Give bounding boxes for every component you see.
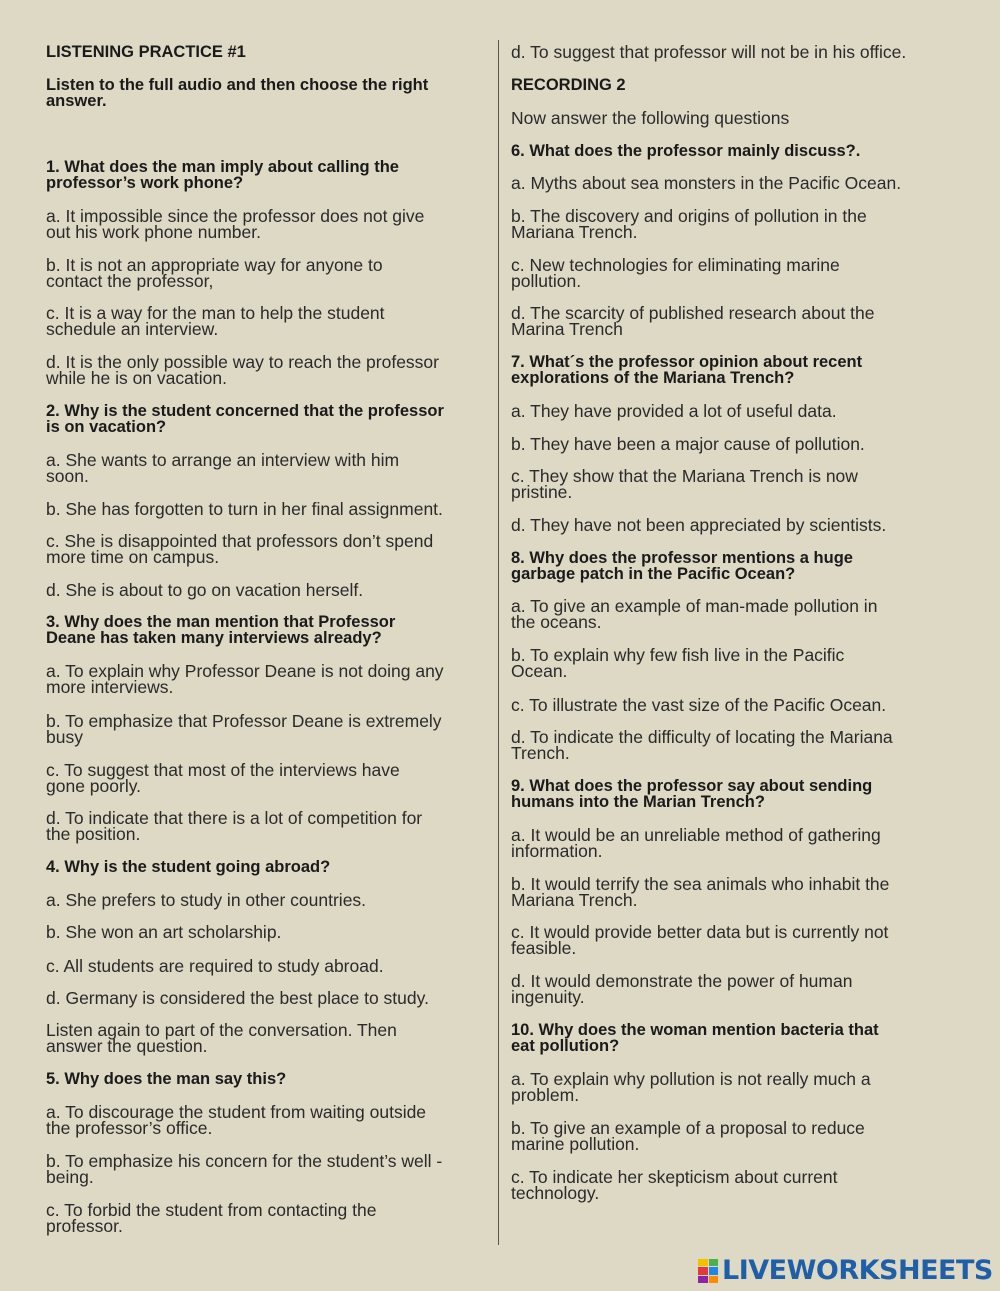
text-line: d. The scarcity of published research about the bbox=[511, 303, 875, 323]
text-line: a. She prefers to study in other countries. bbox=[46, 890, 367, 910]
text-line: a. It would be an unreliable method of gathering bbox=[511, 825, 881, 845]
text-line: busy bbox=[46, 727, 83, 747]
text-line: being. bbox=[46, 1167, 94, 1187]
text-line: d. It would demonstrate the power of human bbox=[511, 971, 853, 991]
question-line: 9. What does the professor say about sending bbox=[511, 777, 873, 795]
text-line: Now answer the following questions bbox=[511, 108, 790, 128]
text-line: schedule an interview. bbox=[46, 319, 219, 339]
text-line: c. New technologies for eliminating marine bbox=[511, 255, 840, 275]
text-line: d. She is about to go on vacation herself. bbox=[46, 580, 364, 600]
text-line: a. They have provided a lot of useful data. bbox=[511, 401, 837, 421]
text-line: the professor’s office. bbox=[46, 1118, 213, 1138]
question-line: humans into the Marian Trench? bbox=[511, 793, 765, 811]
question-line: 2. Why is the student concerned that the professor bbox=[46, 402, 444, 420]
question-line: 10. Why does the woman mention bacteria that bbox=[511, 1021, 879, 1039]
text-line: b. The discovery and origins of pollution in the bbox=[511, 206, 867, 226]
text-line: Mariana Trench. bbox=[511, 890, 638, 910]
question-line: RECORDING 2 bbox=[511, 76, 626, 94]
text-line: Ocean. bbox=[511, 661, 568, 681]
text-line: answer the question. bbox=[46, 1036, 208, 1056]
text-line: ingenuity. bbox=[511, 987, 585, 1007]
question-line: professor’s work phone? bbox=[46, 174, 244, 192]
question-line: garbage patch in the Pacific Ocean? bbox=[511, 565, 796, 583]
text-line: b. She has forgotten to turn in her final assignment. bbox=[46, 499, 443, 519]
question-line: explorations of the Mariana Trench? bbox=[511, 369, 795, 387]
text-line: a. It impossible since the professor does not give bbox=[46, 206, 425, 226]
text-line: b. It would terrify the sea animals who inhabit the bbox=[511, 874, 890, 894]
text-line: professor. bbox=[46, 1216, 123, 1236]
liveworksheets-logo-icon bbox=[698, 1259, 718, 1283]
text-line: problem. bbox=[511, 1085, 580, 1105]
text-line: information. bbox=[511, 841, 603, 861]
question-line: 1. What does the man imply about calling the bbox=[46, 158, 399, 176]
question-line: eat pollution? bbox=[511, 1037, 620, 1055]
text-line: the oceans. bbox=[511, 612, 602, 632]
text-line: Mariana Trench. bbox=[511, 222, 638, 242]
text-line: b. She won an art scholarship. bbox=[46, 922, 282, 942]
question-line: 5. Why does the man say this? bbox=[46, 1070, 287, 1088]
text-line: Listen again to part of the conversation. Then bbox=[46, 1020, 397, 1040]
text-line: a. To discourage the student from waiting outside bbox=[46, 1102, 427, 1122]
text-line: a. She wants to arrange an interview with him bbox=[46, 450, 400, 470]
text-line: soon. bbox=[46, 466, 89, 486]
text-line: the position. bbox=[46, 824, 141, 844]
question-line: Deane has taken many interviews already? bbox=[46, 629, 382, 647]
text-line: d. To suggest that professor will not be in his office. bbox=[511, 42, 907, 62]
text-line: a. Myths about sea monsters in the Pacific Ocean. bbox=[511, 173, 902, 193]
text-line: a. To give an example of man-made pollution in bbox=[511, 596, 878, 616]
text-line: more time on campus. bbox=[46, 547, 220, 567]
text-line: b. It is not an appropriate way for anyone to bbox=[46, 255, 383, 275]
text-line: c. They show that the Mariana Trench is now bbox=[511, 466, 858, 486]
text-line: out his work phone number. bbox=[46, 222, 261, 242]
text-line: c. It is a way for the man to help the student bbox=[46, 303, 385, 323]
text-line: d. To indicate that there is a lot of competition for bbox=[46, 808, 423, 828]
text-line: b. To give an example of a proposal to reduce bbox=[511, 1118, 865, 1138]
text-line: c. All students are required to study abroad. bbox=[46, 956, 384, 976]
text-line: d. They have not been appreciated by scientists. bbox=[511, 515, 887, 535]
column-divider bbox=[498, 40, 499, 1245]
text-line: feasible. bbox=[511, 938, 577, 958]
text-line: c. She is disappointed that professors don’t spend bbox=[46, 531, 434, 551]
text-line: b. They have been a major cause of pollution. bbox=[511, 434, 865, 454]
text-line: c. To forbid the student from contacting the bbox=[46, 1200, 377, 1220]
text-line: pollution. bbox=[511, 271, 582, 291]
question-line: 4. Why is the student going abroad? bbox=[46, 858, 331, 876]
question-line: 6. What does the professor mainly discuss?. bbox=[511, 142, 861, 160]
text-line: b. To emphasize his concern for the student’s well - bbox=[46, 1151, 443, 1171]
text-line: a. To explain why Professor Deane is not doing any bbox=[46, 661, 444, 681]
text-line: more interviews. bbox=[46, 677, 174, 697]
text-line: gone poorly. bbox=[46, 776, 142, 796]
text-line: technology. bbox=[511, 1183, 600, 1203]
text-line: b. To emphasize that Professor Deane is extremely bbox=[46, 711, 442, 731]
text-line: c. To indicate her skepticism about current bbox=[511, 1167, 838, 1187]
text-line: Marina Trench bbox=[511, 319, 623, 339]
text-line: c. To illustrate the vast size of the Pacific Ocean. bbox=[511, 695, 887, 715]
question-line: LISTENING PRACTICE #1 bbox=[46, 43, 246, 61]
text-line: while he is on vacation. bbox=[46, 368, 227, 388]
text-line: c. It would provide better data but is currently not bbox=[511, 922, 889, 942]
question-line: 7. What´s the professor opinion about recent bbox=[511, 353, 863, 371]
question-line: answer. bbox=[46, 92, 107, 110]
question-line: 8. Why does the professor mentions a huge bbox=[511, 549, 853, 567]
text-line: marine pollution. bbox=[511, 1134, 640, 1154]
text-line: c. To suggest that most of the interviews have bbox=[46, 760, 400, 780]
text-line: a. To explain why pollution is not really much a bbox=[511, 1069, 871, 1089]
text-line: d. Germany is considered the best place to study. bbox=[46, 988, 429, 1008]
text-line: contact the professor, bbox=[46, 271, 214, 291]
text-line: Trench. bbox=[511, 743, 570, 763]
question-line: is on vacation? bbox=[46, 418, 167, 436]
liveworksheets-logo bbox=[698, 1256, 993, 1286]
text-line: pristine. bbox=[511, 482, 573, 502]
text-line: d. To indicate the difficulty of locating the Mariana bbox=[511, 727, 893, 747]
text-line: d. It is the only possible way to reach the professor bbox=[46, 352, 439, 372]
text-line: b. To explain why few fish live in the Pacific bbox=[511, 645, 845, 665]
logo-text: LIVEWORKSHEETS bbox=[722, 1255, 993, 1286]
question-line: Listen to the full audio and then choose the right bbox=[46, 76, 429, 94]
question-line: 3. Why does the man mention that Professor bbox=[46, 613, 396, 631]
